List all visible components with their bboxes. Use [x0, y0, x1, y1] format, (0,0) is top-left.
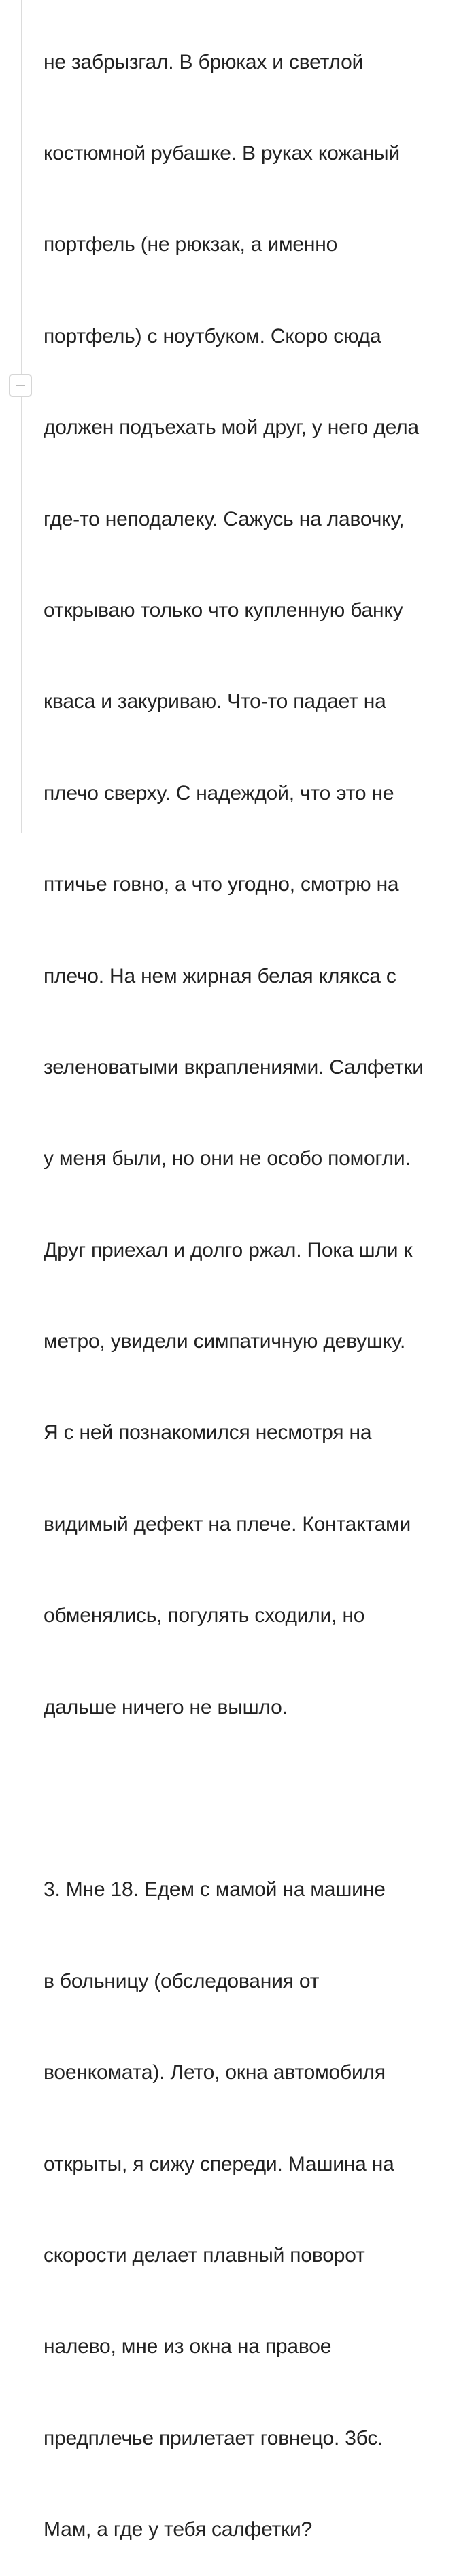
comment-thread-line — [21, 0, 22, 833]
comment-line: должен подъехать мой друг, у него дела — [44, 416, 419, 439]
comment-line: костюмной рубашке. В руках кожаный — [44, 141, 400, 165]
comment-line: дальше ничего не вышло. — [44, 1695, 288, 1718]
comment-line: военкомата). Лето, окна автомобиля — [44, 2061, 386, 2084]
comment-line: видимый дефект на плече. Контактами — [44, 1512, 411, 1536]
comment-line: Я с ней познакомился несмотря на — [44, 1421, 372, 1444]
comment-line: Друг приехал и долго ржал. Пока шли к — [44, 1238, 413, 1261]
comment-line: плечо сверху. С надеждой, что это не — [44, 781, 394, 804]
comment-line: плечо. На нем жирная белая клякса с — [44, 964, 396, 987]
comment-line: метро, увидели симпатичную девушку. — [44, 1330, 406, 1353]
comment-line: Мам, а где у тебя салфетки? — [44, 2518, 313, 2541]
comment-line: открыты, я сижу спереди. Машина на — [44, 2152, 394, 2175]
comment-line — [44, 1784, 465, 1814]
minus-icon — [16, 385, 25, 386]
comment-line: скорости делает плавный поворот — [44, 2243, 365, 2267]
comment-line: зеленоватыми вкраплениями. Салфетки — [44, 1055, 424, 1079]
comment-line: открываю только что купленную банку — [44, 598, 403, 622]
comment-line: в больницу (обследования от — [44, 1969, 320, 1993]
comment-line: портфель (не рюкзак, а именно — [44, 233, 338, 256]
comment-line: птичье говно, а что угодно, смотрю на — [44, 873, 399, 896]
comment-body — [44, 0, 465, 2576]
comment-line: 3. Мне 18. Едем с мамой на машине — [44, 1878, 386, 1901]
comment-line: где-то неподалеку. Сажусь на лавочку, — [44, 507, 405, 530]
comment-line: обменялись, погулять сходили, но — [44, 1604, 365, 1627]
comment-line: портфель) с ноутбуком. Скоро сюда — [44, 324, 381, 348]
comment-line: кваса и закуриваю. Что-то падает на — [44, 690, 386, 713]
comment-line: налево, мне из окна на правое — [44, 2335, 332, 2358]
comment-line: не забрызгал. В брюках и светлой — [44, 50, 364, 73]
comment-line: у меня были, но они не особо помогли. — [44, 1147, 411, 1170]
comment-line: предплечье прилетает говнецо. 3бс. — [44, 2426, 384, 2450]
collapse-comment-button[interactable] — [9, 374, 32, 397]
